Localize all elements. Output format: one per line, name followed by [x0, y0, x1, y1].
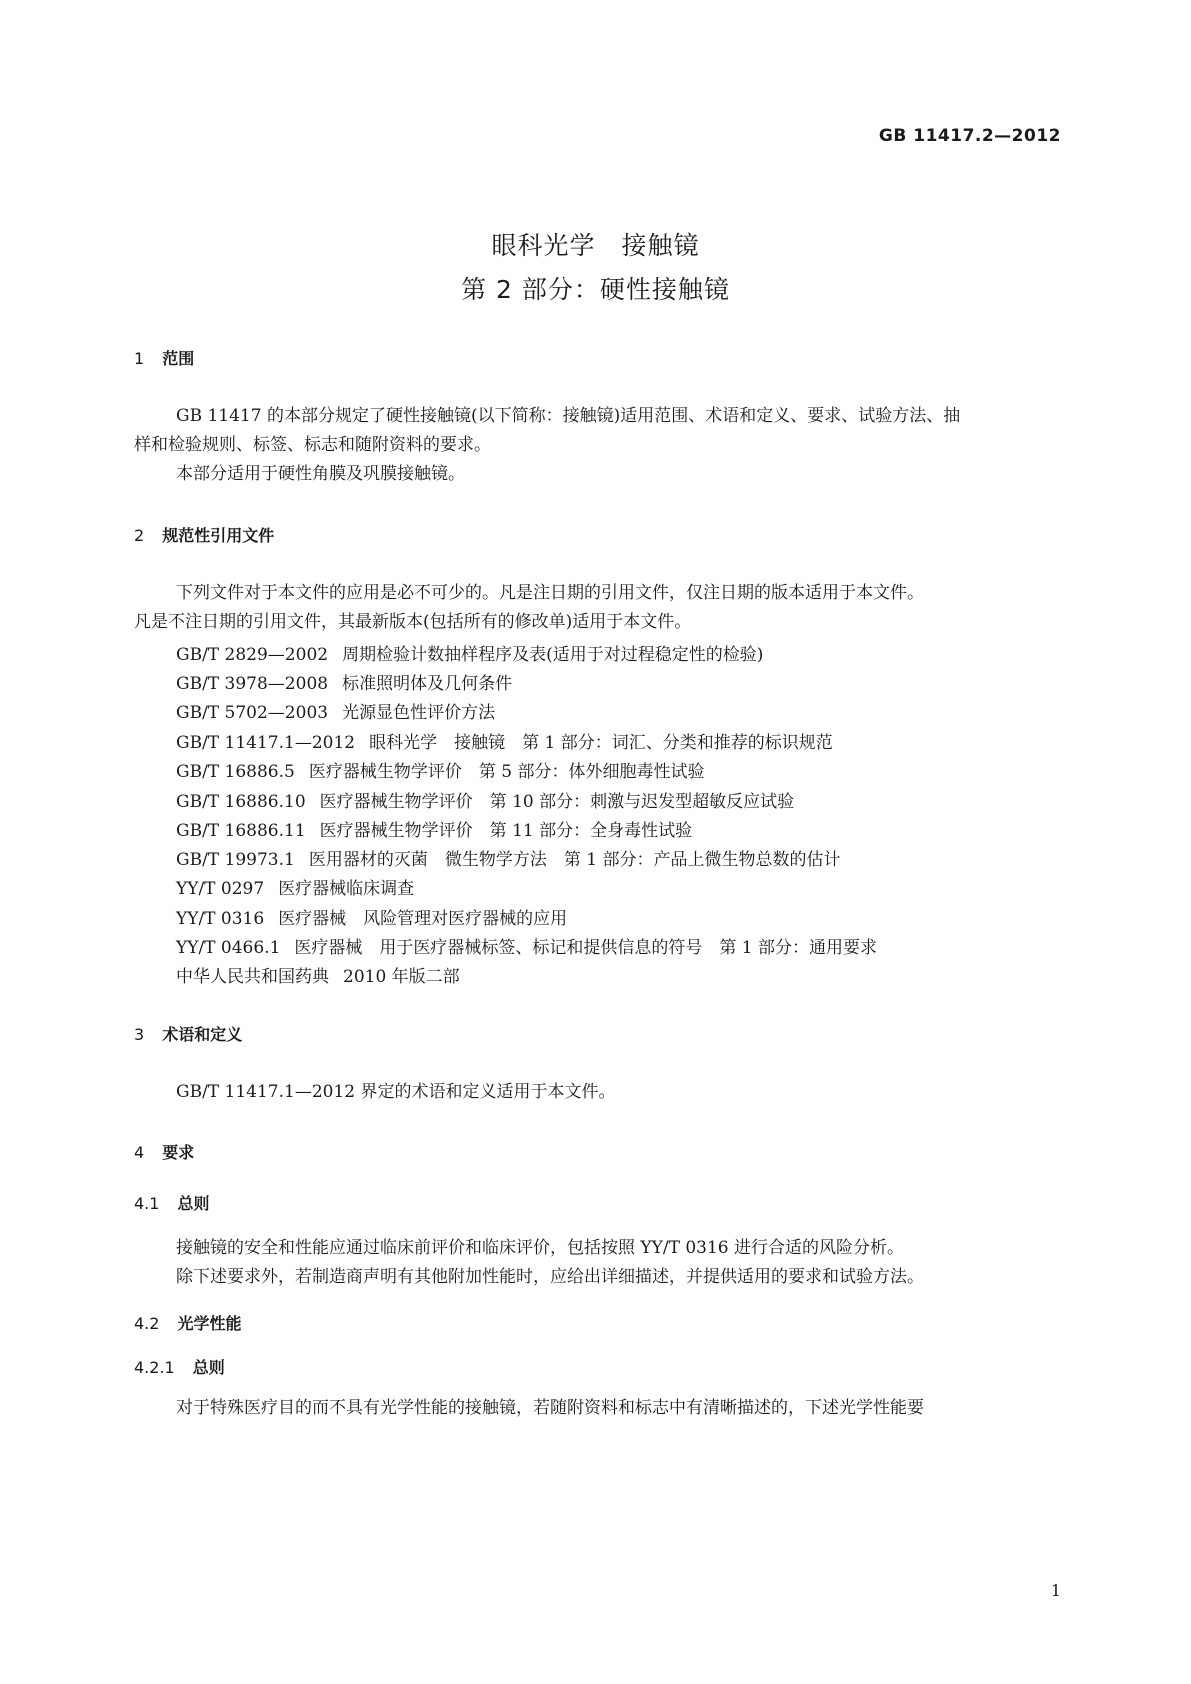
section-title: 规范性引用文件 [162, 526, 275, 545]
reference-title: 眼科光学 接触镜 第 1 部分：词汇、分类和推荐的标识规范 [369, 733, 833, 753]
paragraph-line: 本部分适用于硬性角膜及巩膜接触镜。 [176, 464, 465, 484]
paragraph-line: 凡是不注日期的引用文件，其最新版本(包括所有的修改单)适用于本文件。 [134, 612, 692, 632]
section-number: 4.2 [134, 1314, 160, 1333]
section-4-2-1-heading [134, 1355, 225, 1378]
section-title: 总则 [192, 1358, 225, 1377]
reference-code: YY/T 0466.1 [176, 938, 281, 958]
reference-title: 周期检验计数抽样程序及表(适用于对过程稳定性的检验) [342, 645, 764, 665]
reference-code: GB/T 11417.1—2012 [176, 733, 356, 753]
reference-item [176, 698, 495, 723]
reference-code: GB/T 19973.1 [176, 850, 295, 870]
reference-title: 标准照明体及几何条件 [342, 674, 513, 694]
reference-code: GB/T 2829—2002 [176, 645, 329, 665]
section-1-heading [134, 346, 194, 369]
reference-item [176, 845, 840, 870]
reference-code: GB/T 16886.10 [176, 792, 306, 812]
reference-item [176, 787, 794, 812]
section-title: 要求 [162, 1143, 195, 1162]
reference-item [176, 728, 833, 753]
reference-code: GB/T 16886.5 [176, 762, 295, 782]
reference-title: 医疗器械 用于医疗器械标签、标记和提供信息的符号 第 1 部分：通用要求 [294, 938, 878, 958]
reference-title: 医疗器械生物学评价 第 10 部分：刺激与迟发型超敏反应试验 [319, 792, 795, 812]
section-title: 范围 [162, 349, 195, 368]
reference-item [176, 962, 460, 987]
reference-item [176, 640, 763, 665]
section-title: 光学性能 [177, 1314, 242, 1333]
section-4-1-heading [134, 1191, 209, 1214]
paragraph-line: 对于特殊医疗目的而不具有光学性能的接触镜，若随附资料和标志中有清晰描述的，下述光学性能要 [176, 1398, 924, 1418]
reference-title: 医用器材的灭菌 微生物学方法 第 1 部分：产品上微生物总数的估计 [308, 850, 841, 870]
page-number: 1 [1050, 1581, 1061, 1600]
standard-code: GB 11417.2—2012 [878, 126, 1061, 146]
reference-item [176, 874, 414, 899]
reference-code: YY/T 0316 [176, 909, 265, 929]
section-number: 4.2.1 [134, 1358, 175, 1377]
document-title-line1: 眼科光学 接触镜 [491, 231, 700, 260]
reference-title: 医疗器械生物学评价 第 11 部分：全身毒性试验 [319, 821, 693, 841]
reference-title: 2010 年版二部 [343, 967, 460, 987]
paragraph-line: 接触镜的安全和性能应通过临床前评价和临床评价，包括按照 YY/T 0316 进行合适的风险分析。 [176, 1238, 904, 1258]
section-number: 4 [134, 1143, 145, 1162]
section-number: 2 [134, 526, 145, 545]
reference-item [176, 816, 692, 841]
reference-item [176, 669, 512, 694]
reference-title: 医疗器械 风险管理对医疗器械的应用 [278, 909, 568, 929]
section-4-heading [134, 1140, 194, 1163]
document-title-line2: 第 2 部分：硬性接触镜 [461, 275, 730, 304]
section-number: 3 [134, 1025, 145, 1044]
reference-item [176, 933, 877, 958]
section-3-heading [134, 1022, 242, 1045]
reference-code: 中华人民共和国药典 [176, 967, 329, 987]
paragraph-line: GB/T 11417.1—2012 界定的术语和定义适用于本文件。 [176, 1082, 616, 1102]
reference-code: GB/T 3978—2008 [176, 674, 329, 694]
section-title: 术语和定义 [162, 1025, 243, 1044]
reference-item [176, 904, 567, 929]
reference-code: YY/T 0297 [176, 879, 265, 899]
reference-title: 医疗器械生物学评价 第 5 部分：体外细胞毒性试验 [308, 762, 705, 782]
section-number: 1 [134, 349, 145, 368]
reference-code: GB/T 16886.11 [176, 821, 306, 841]
reference-item [176, 757, 704, 782]
reference-title: 医疗器械临床调查 [278, 879, 415, 899]
reference-code: GB/T 5702—2003 [176, 703, 329, 723]
section-number: 4.1 [134, 1194, 160, 1213]
paragraph-line: 除下述要求外，若制造商声明有其他附加性能时，应给出详细描述，并提供适用的要求和试验方法。 [176, 1267, 924, 1287]
paragraph-line: GB 11417 的本部分规定了硬性接触镜(以下简称：接触镜)适用范围、术语和定义、要求、试验方法、抽 [176, 406, 961, 426]
paragraph-line: 下列文件对于本文件的应用是必不可少的。凡是注日期的引用文件，仅注日期的版本适用于本文件。 [176, 583, 924, 603]
section-2-heading [134, 523, 274, 546]
paragraph-line: 样和检验规则、标签、标志和随附资料的要求。 [134, 435, 491, 455]
section-title: 总则 [177, 1194, 210, 1213]
section-4-2-heading [134, 1311, 241, 1334]
reference-title: 光源显色性评价方法 [342, 703, 496, 723]
